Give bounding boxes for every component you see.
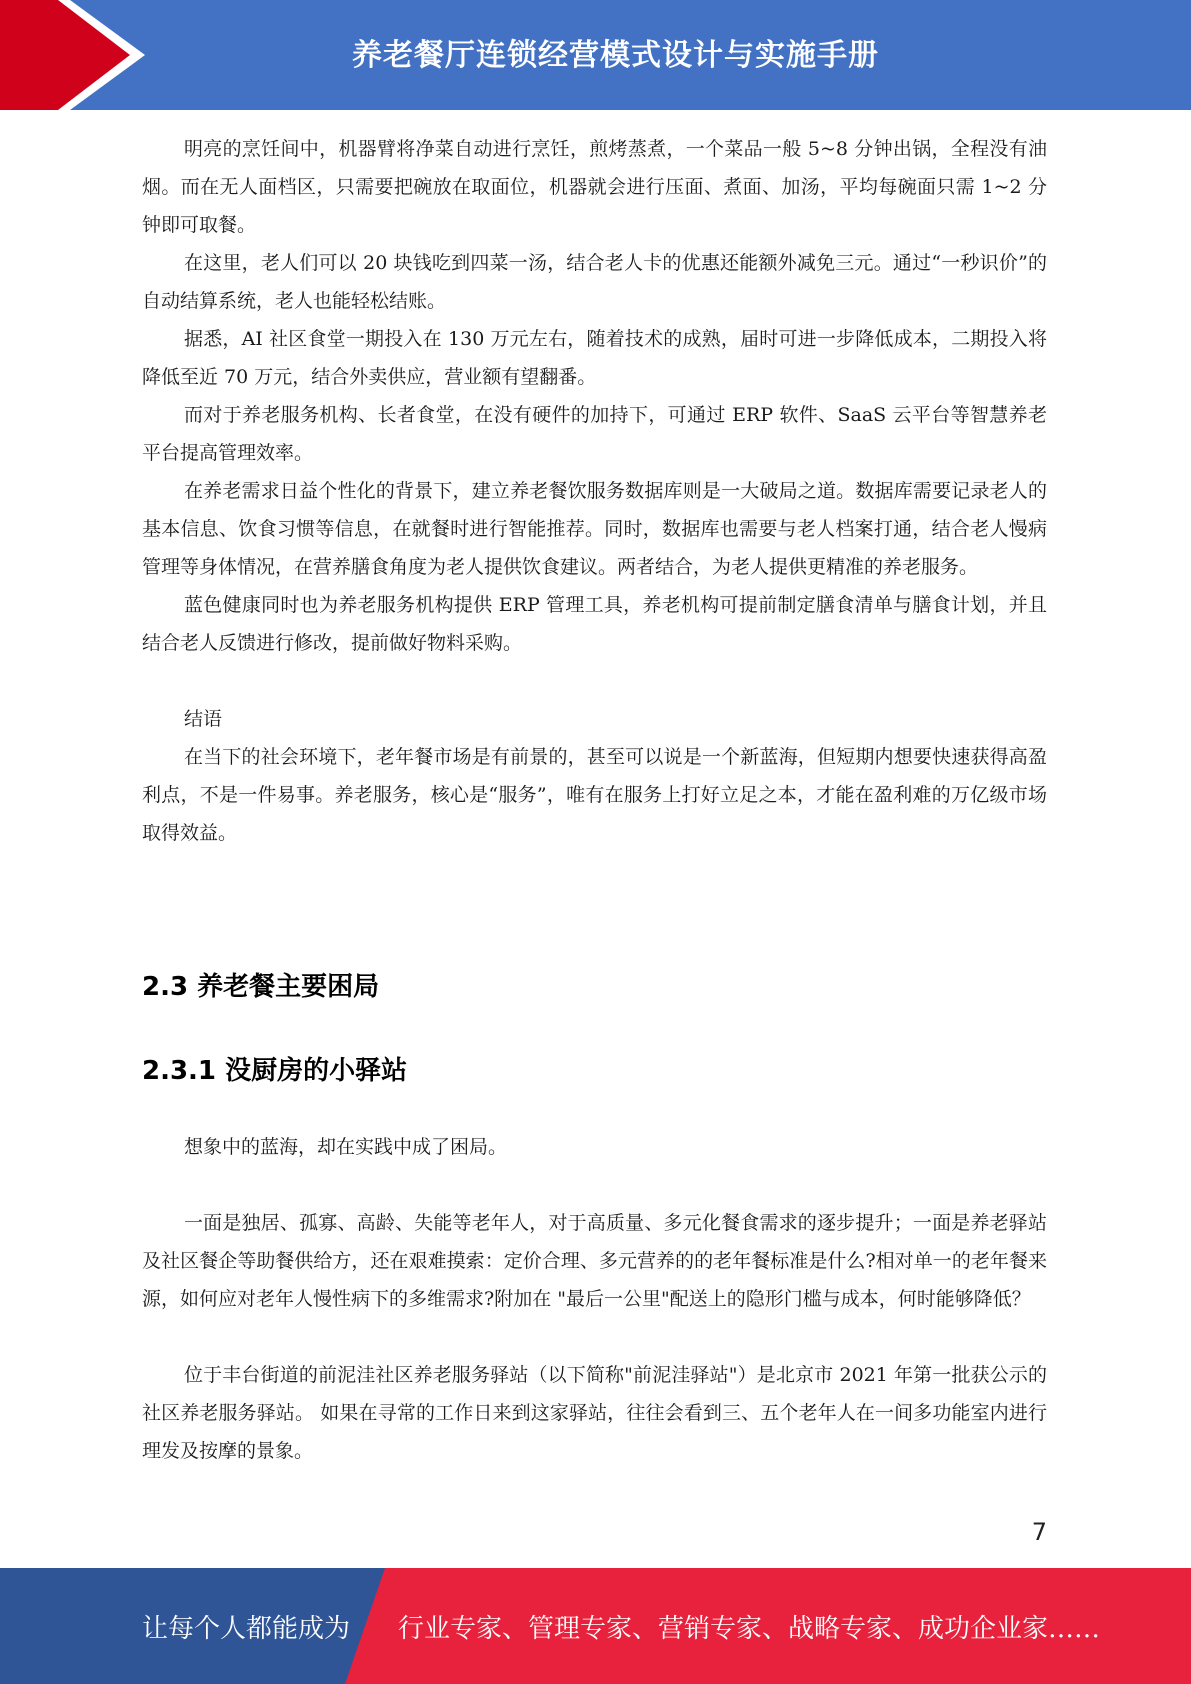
footer-slogan-left: 让每个人都能成为 — [142, 1614, 351, 1644]
page-number: 7 — [1031, 1518, 1047, 1546]
page-footer — [0, 1568, 1191, 1684]
section-body — [142, 130, 1047, 852]
section-heading-2-3: 2.3 养老餐主要困局 — [142, 972, 380, 1002]
paragraph: 想象中的蓝海，却在实践中成了困局。 — [184, 1136, 508, 1158]
footer-slogan-right: 行业专家、管理专家、营销专家、战略专家、成功企业家…… — [398, 1614, 1101, 1644]
subsection-body — [142, 1128, 1047, 1470]
paragraph: 位于丰台街道的前泥洼社区养老服务驿站（以下简称"前泥洼驿站"）是北京市 2021 年第一批获公示的社区养老服务驿站。 如果在寻常的工作日来到这家驿站，往往会看到三、五个老年人在一间多功能室内进行理发及按摩的景象。 — [142, 1364, 1047, 1462]
section-heading-2-3-1: 2.3.1 没厨房的小驿站 — [142, 1056, 408, 1086]
paragraph: 一面是独居、孤寡、高龄、失能等老年人，对于高质量、多元化餐食需求的逐步提升；一面是养老驿站及社区餐企等助餐供给方，还在艰难摸索：定价合理、多元营养的的老年餐标准是什么?相对单一的老年餐来源，如何应对老年人慢性病下的多维需求?附加在 "最后一公里"配送上的隐形门槛与成本，何时能够降低？ — [142, 1212, 1047, 1310]
paragraph: 而对于养老服务机构、长者食堂，在没有硬件的加持下，可通过 ERP 软件、SaaS 云平台等智慧养老平台提高管理效率。 — [142, 404, 1047, 464]
conclusion-paragraph: 在当下的社会环境下，老年餐市场是有前景的，甚至可以说是一个新蓝海，但短期内想要快速获得高盈利点，不是一件易事。养老服务，核心是“服务”，唯有在服务上打好立足之本，才能在盈利难的万亿级市场取得效益。 — [142, 746, 1047, 844]
conclusion-title: 结语 — [184, 708, 223, 730]
paragraph: 在这里，老人们可以 20 块钱吃到四菜一汤，结合老人卡的优惠还能额外减免三元。通过“一秒识价”的自动结算系统，老人也能轻松结账。 — [142, 252, 1047, 312]
page-header — [0, 0, 1191, 110]
header-title: 养老餐厅连锁经营模式设计与实施手册 — [352, 38, 879, 73]
paragraph: 明亮的烹饪间中，机器臂将净菜自动进行烹饪，煎烤蒸煮，一个菜品一般 5~8 分钟出锅，全程没有油烟。而在无人面档区，只需要把碗放在取面位，机器就会进行压面、煮面、加汤，平均每碗面只需 1~2 分钟即可取餐。 — [142, 138, 1047, 236]
paragraph: 据悉，AI 社区食堂一期投入在 130 万元左右，随着技术的成熟，届时可进一步降低成本，二期投入将降低至近 70 万元，结合外卖供应，营业额有望翻番。 — [142, 328, 1047, 388]
paragraph: 蓝色健康同时也为养老服务机构提供 ERP 管理工具，养老机构可提前制定膳食清单与膳食计划，并且结合老人反馈进行修改，提前做好物料采购。 — [142, 594, 1047, 654]
paragraph: 在养老需求日益个性化的背景下，建立养老餐饮服务数据库则是一大破局之道。数据库需要记录老人的基本信息、饮食习惯等信息，在就餐时进行智能推荐。同时，数据库也需要与老人档案打通，结合老人慢病管理等身体情况，在营养膳食角度为老人提供饮食建议。两者结合，为老人提供更精准的养老服务。 — [142, 480, 1047, 578]
